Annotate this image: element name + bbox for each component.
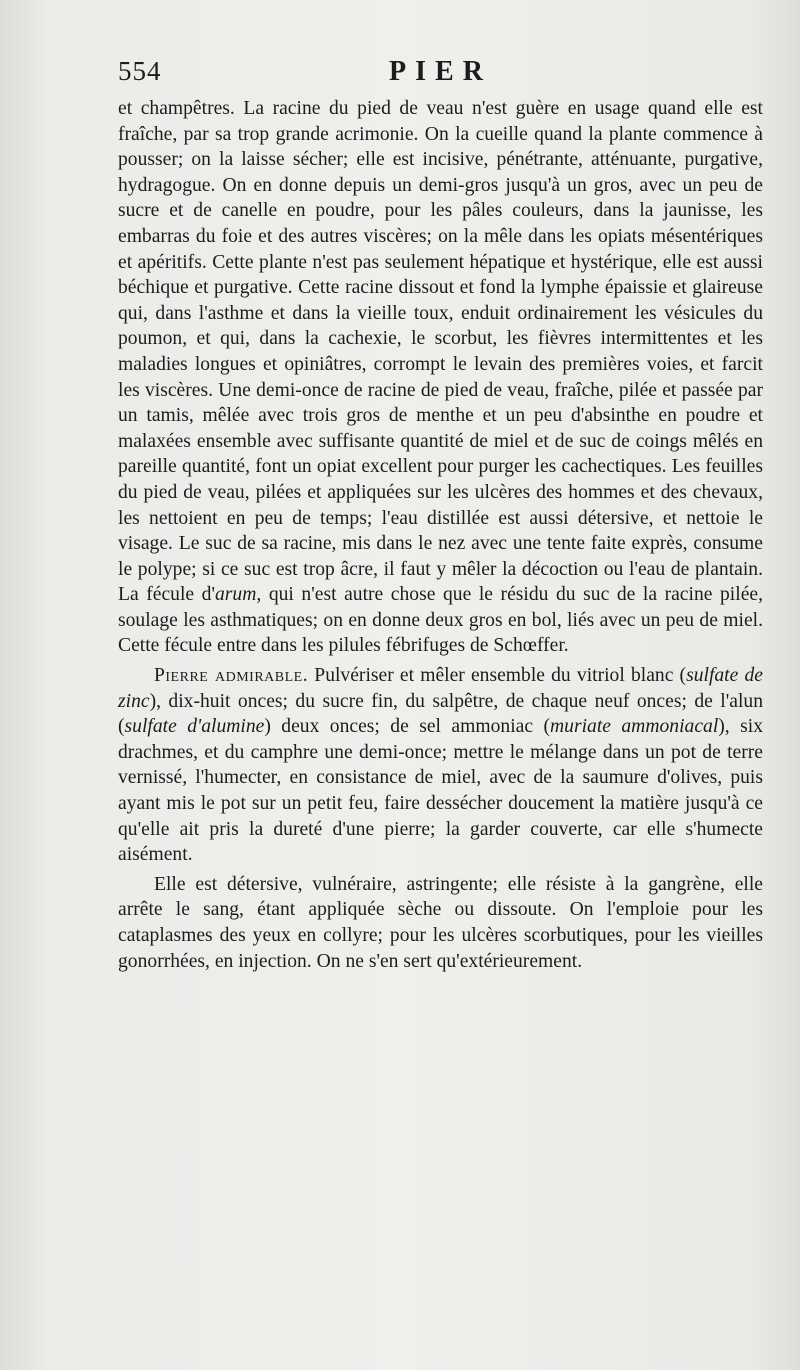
italic-term: sulfate d'alumine xyxy=(124,716,265,738)
paragraph-text: , qui n'est autre chose que le résidu du suc de la racine pilée, soulage les asthmatiques; on en donne deux gros en bol, liés avec un peu de miel. Cette fécule entre dans les pilules fébrifuges de Schœffer. xyxy=(118,584,763,657)
paragraph-pierre-admirable xyxy=(118,663,763,868)
paragraph-text: Elle est détersive, vulnéraire, astringente; elle résiste à la gangrène, elle arrête le sang, étant appliquée sèche ou dissoute. On l'emploie pour les cataplasmes des yeux en collyre; pour les ulcères scorbutiques, pour les vieilles gonorrhées, en injection. On ne s'en sert qu'extérieurement. xyxy=(118,873,763,972)
paragraph-text: ), six drachmes, et du camphre une demi-once; mettre le mélange dans un pot de terre vernissé, l'humecter, en consistance de miel, avec de la saumure d'olives, puis ayant mis le pot sur un petit feu, faire dessécher doucement la matière jusqu'à ce qu'elle ait pris la dureté d'une pierre; la garder couverte, car elle s'humecte aisément. xyxy=(118,716,763,866)
page-number: 554 xyxy=(118,56,162,86)
italic-term: muriate ammoniacal xyxy=(550,716,719,738)
paragraph-text: ), dix-huit onces; du sucre fin, du salpêtre, de chaque neuf onces; de l'alun ( xyxy=(118,690,763,738)
paragraph-text: ) deux onces; de sel ammoniac ( xyxy=(264,716,550,738)
entry-heading: Pierre admirable. xyxy=(154,665,309,687)
paragraph-text: et champêtres. La racine du pied de veau n'est guère en usage quand elle est fraîche, par sa trop grande acrimonie. On la cueille quand la plante commence à pousser; on la laisse sécher; elle est incisive, pénétrante, atténuante, purgative, hydragogue. On en donne depuis un demi-gros jusqu'à un gros, avec un peu de sucre et de canelle en poudre, pour les pâles couleurs, dans la jaunisse, les embarras du foie et des autres viscères; on la mêle dans les opiats mésentériques et apéritifs. Cette plante n'est pas seulement hépatique et hystérique, elle est aussi béchique et purgative. Cette racine dissout et fond la lymphe épaissie et glaireuse qui, dans l'asthme et dans la vieille toux, enduit ordinairement les vésicules du poumon, et qui, dans la cachexie, le scorbut, les fièvres intermittentes et les maladies longues et opiniâtres, corrompt le levain des premières voies, et farcit les viscères. Une demi-once de racine de pied de veau, fraîche, pilée et passée par un tamis, mêlée avec trois gros de menthe et un peu d'absinthe en poudre et malaxées ensemble avec suffisante quantité de miel et de suc de coings mêlés en pareille quantité, font un opiat excellent pour purger les cachectiques. Les feuilles du pied de veau, pilées et appliquées sur les ulcères des hommes et des chevaux, les nettoient en peu de temps; l'eau distillée est aussi détersive, et nettoie le visage. Le suc de sa racine, mis dans le nez avec une tente faite exprès, consume le polype; si ce suc est trop âcre, il faut y mêler la décoction ou l'eau de plantain. La fécule d' xyxy=(118,98,763,606)
running-head: PIER xyxy=(389,56,492,87)
paragraph-text: Pulvériser et mêler ensemble du vitriol blanc ( xyxy=(308,665,687,687)
paragraph-proprietes xyxy=(118,872,763,974)
body-text xyxy=(118,96,763,974)
italic-term: arum xyxy=(214,584,257,606)
italic-term: sulfate de zinc xyxy=(118,665,763,712)
page-header xyxy=(118,56,763,96)
paragraph-pied-de-veau xyxy=(118,96,763,659)
